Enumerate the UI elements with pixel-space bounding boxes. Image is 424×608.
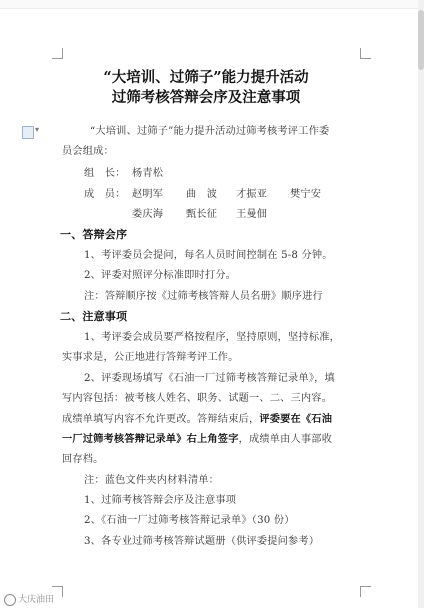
watermark-logo-icon [4,594,16,606]
section2-heading: 二、注意事项 [60,310,128,323]
bold-text: 评委要在《石油 [259,413,333,425]
leader-name: 杨青松 [132,168,164,179]
member-name: 赵明军 [132,189,164,200]
materials-list-item: 3、各专业过筛考核答辩试题册（供评委提问参考） [84,536,320,547]
section2-item1-line1: 1、考评委会成员要严格按程序，坚持原则，坚持标准， [84,332,340,343]
member-name: 樊宁安 [290,189,322,200]
toolbar-strip [0,0,424,9]
materials-list-item: 2、《石油一厂过筛考核答辩记录单》（30 份） [84,515,295,526]
members-label: 成 员： [84,189,126,200]
member-name: 甄长征 [186,209,218,220]
section1-note: 注：答辩顺序按《过筛考核答辩人员名册》顺序进行 [84,291,323,302]
section2-item1-line2: 实事求是，公正地进行答辩考评工作。 [62,352,239,363]
section2-item2-line1: 2、评委现场填写《石油一厂过筛考核答辩记录单》，填 [84,373,335,384]
document-title-line1: “大培训、过筛子”能力提升活动 [103,69,309,86]
document-title-line2: 过筛考核答辩会序及注意事项 [111,89,301,106]
paragraph-options-icon[interactable] [22,126,34,139]
section2-note: 注：蓝色文件夹内材料清单： [84,475,220,486]
bold-text: 一厂过筛考核答辩记录单》右上角签字 [62,433,239,445]
vertical-scrollbar[interactable] [418,0,424,608]
margin-corner-top-left [52,48,63,59]
member-name: 王曼佃 [236,209,268,220]
section2-item2-line3 [62,413,332,426]
section2-item2-line5: 回存档。 [62,454,104,465]
section1-heading: 一、答辩会序 [60,228,128,241]
plain-text: ，成绩单由人事部收 [238,434,333,445]
member-name: 才振亚 [236,189,268,200]
margin-corner-top-right [360,48,371,59]
margin-corner-bottom-right [360,586,371,597]
plain-text: 成绩单填写内容不允许更改。答辩结束后， [62,414,260,425]
member-name: 曲 波 [186,189,218,200]
chevron-down-icon[interactable]: ▾ [35,125,40,134]
intro-line2: 员会组成： [62,146,114,157]
section2-item2-line2: 写内容包括：被考核人姓名、职务、试题一、二、三内容。 [62,393,333,404]
member-name: 娄庆海 [132,209,164,220]
leader-label: 组 长： [84,168,126,179]
watermark-text: 大庆油田 [18,595,55,605]
section1-item2: 2、评委对照评分标准即时打分。 [84,270,237,281]
section1-item1: 1、考评委员会提问，每名人员时间控制在 5-8 分钟。 [84,250,333,261]
watermark [4,592,54,606]
materials-list-item: 1、过筛考核答辩会序及注意事项 [84,495,237,506]
scrollbar-thumb[interactable] [418,10,424,70]
intro-line1: “大培训、过筛子”能力提升活动过筛考核考评工作委 [90,126,330,137]
section2-item2-line4 [62,433,332,446]
